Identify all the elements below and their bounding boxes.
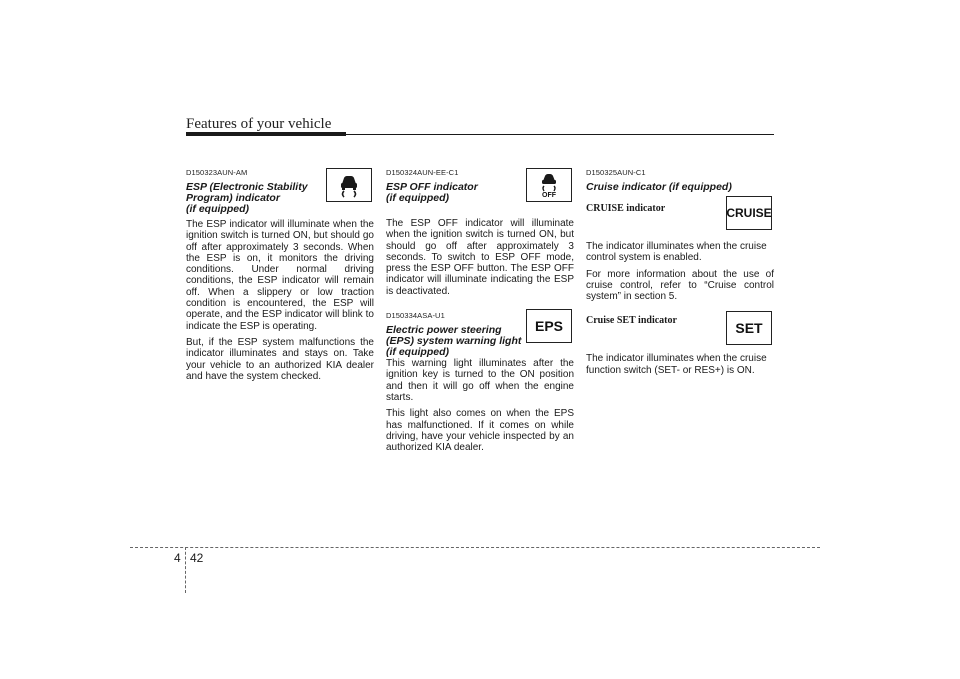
off-label: OFF: [542, 191, 556, 199]
set-label: SET: [735, 320, 763, 336]
esp-off-indicator-icon: [526, 168, 572, 202]
body-paragraph: But, if the ESP system malfunctions the indicator illuminates and stays on. Take your vehicle to an authorized KIA dealer and have the system checked.: [186, 336, 374, 382]
header-rule: [186, 134, 774, 135]
section-code: D150323AUN-AM: [186, 168, 248, 177]
cruise-label: CRUISE: [726, 206, 772, 220]
page-number: 42: [190, 551, 204, 565]
esp-skid-car-icon: [335, 171, 363, 199]
body-paragraph: The indicator illuminates when the cruise control system is enabled.: [586, 241, 767, 264]
cruise-indicator-icon: [726, 196, 772, 230]
eps-label: EPS: [534, 318, 563, 334]
section-code: D150325AUN-C1: [586, 168, 646, 177]
cruise-subheading: CRUISE indicator: [586, 203, 666, 214]
page-header-title: Features of your vehicle: [186, 116, 332, 132]
body-paragraph: For more information about the use of cruise control, refer to “Cruise control system” in section 5.: [586, 268, 774, 303]
body-paragraph: This warning light illuminates after the ignition key is turned to the ON position and then it will go off when the engine starts.: [386, 358, 574, 403]
section-heading: ESP (Electronic Stability Program) indicator (if equipped): [186, 181, 308, 215]
section-heading: ESP OFF indicator (if equipped): [386, 181, 478, 204]
body-paragraph: This light also comes on when the EPS has malfunctioned. If it comes on while driving, have your vehicle inspected by an authorized KIA dealer.: [386, 408, 574, 454]
footer-rule: [130, 547, 820, 548]
section-code: D150334ASA-U1: [386, 311, 445, 321]
body-paragraph: The ESP OFF indicator will illuminate when the ignition switch is turned ON, but should go off after approximately 3 seconds. To switch to ESP OFF mode, press the ESP OFF button. The ESP OFF indicator will illuminate indicating the ESP is deactivated.: [386, 218, 574, 297]
esp-indicator-icon: [326, 168, 372, 202]
eps-warning-icon: [526, 309, 572, 343]
footer-divider: [185, 547, 186, 593]
section-code: D150324AUN-EE-C1: [386, 168, 459, 177]
cruise-set-subheading: Cruise SET indicator: [586, 315, 677, 327]
section-heading: Electric power steering (EPS) system warning light (if equipped): [386, 324, 522, 359]
esp-off-icon: [538, 172, 560, 192]
chapter-number: 4: [174, 551, 181, 565]
body-paragraph: The ESP indicator will illuminate when the ignition switch is turned ON, but should go off after approximately 3 seconds. When the ESP is on, it monitors the driving conditions. Under normal driving conditions, the ESP indicator will remain off. When a slippery or low traction condition is encountered, the ESP will operate, and the ESP indicator will blink to indicate the ESP is operating.: [186, 219, 374, 332]
body-paragraph: The indicator illuminates when the cruise function switch (SET- or RES+) is ON.: [586, 353, 767, 376]
cruise-set-indicator-icon: [726, 311, 772, 345]
section-heading: Cruise indicator (if equipped): [586, 181, 732, 193]
